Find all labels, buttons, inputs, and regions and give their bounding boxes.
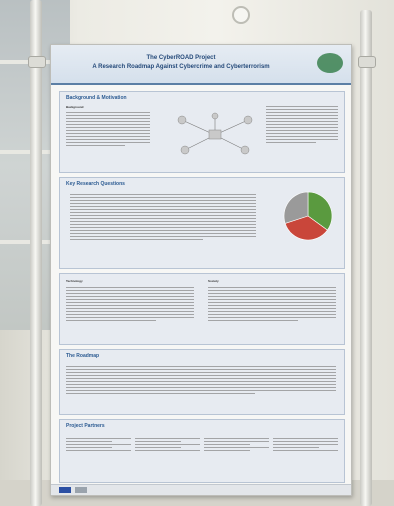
stand-clamp (358, 56, 376, 68)
roadmap-text (66, 366, 336, 396)
poster (50, 44, 352, 496)
technology-title: Technology (66, 279, 83, 283)
pie-chart (280, 190, 336, 250)
display-stand-left-pole (30, 0, 42, 506)
motivation-text (266, 106, 338, 145)
partners-panel (59, 419, 345, 483)
partner-column (273, 438, 338, 453)
society-title: Society (208, 279, 219, 283)
partners-list (66, 438, 338, 453)
partner-column (135, 438, 200, 453)
technology-text (66, 287, 194, 323)
poster-title: The CyberROAD Project (146, 55, 216, 61)
network-diagram (170, 110, 260, 160)
eu-flag-icon (59, 487, 71, 493)
questions-list (66, 194, 256, 242)
background-title: Background & Motivation (66, 95, 127, 101)
poster-header (51, 45, 351, 85)
wall-hook (232, 6, 250, 24)
key-questions-panel (59, 177, 345, 269)
partners-title: Project Partners (66, 423, 105, 429)
background-text (66, 112, 150, 148)
roadmap-title: The Roadmap (66, 353, 100, 359)
display-stand-right-pole (360, 10, 372, 506)
society-text (208, 287, 336, 323)
background-subtitle: Background (66, 105, 84, 109)
key-questions-title: Key Research Questions (66, 181, 125, 187)
background-panel (59, 91, 345, 173)
tech-society-panel (59, 273, 345, 345)
poster-footer (51, 484, 351, 495)
partner-column (204, 438, 269, 453)
stand-clamp (28, 56, 46, 68)
project-logo-icon (317, 53, 343, 73)
partner-column (66, 438, 131, 453)
sponsor-logo-icon (75, 487, 87, 493)
roadmap-panel (59, 349, 345, 415)
poster-subtitle: A Research Roadmap Against Cybercrime and Cyberterrorism (92, 64, 270, 70)
